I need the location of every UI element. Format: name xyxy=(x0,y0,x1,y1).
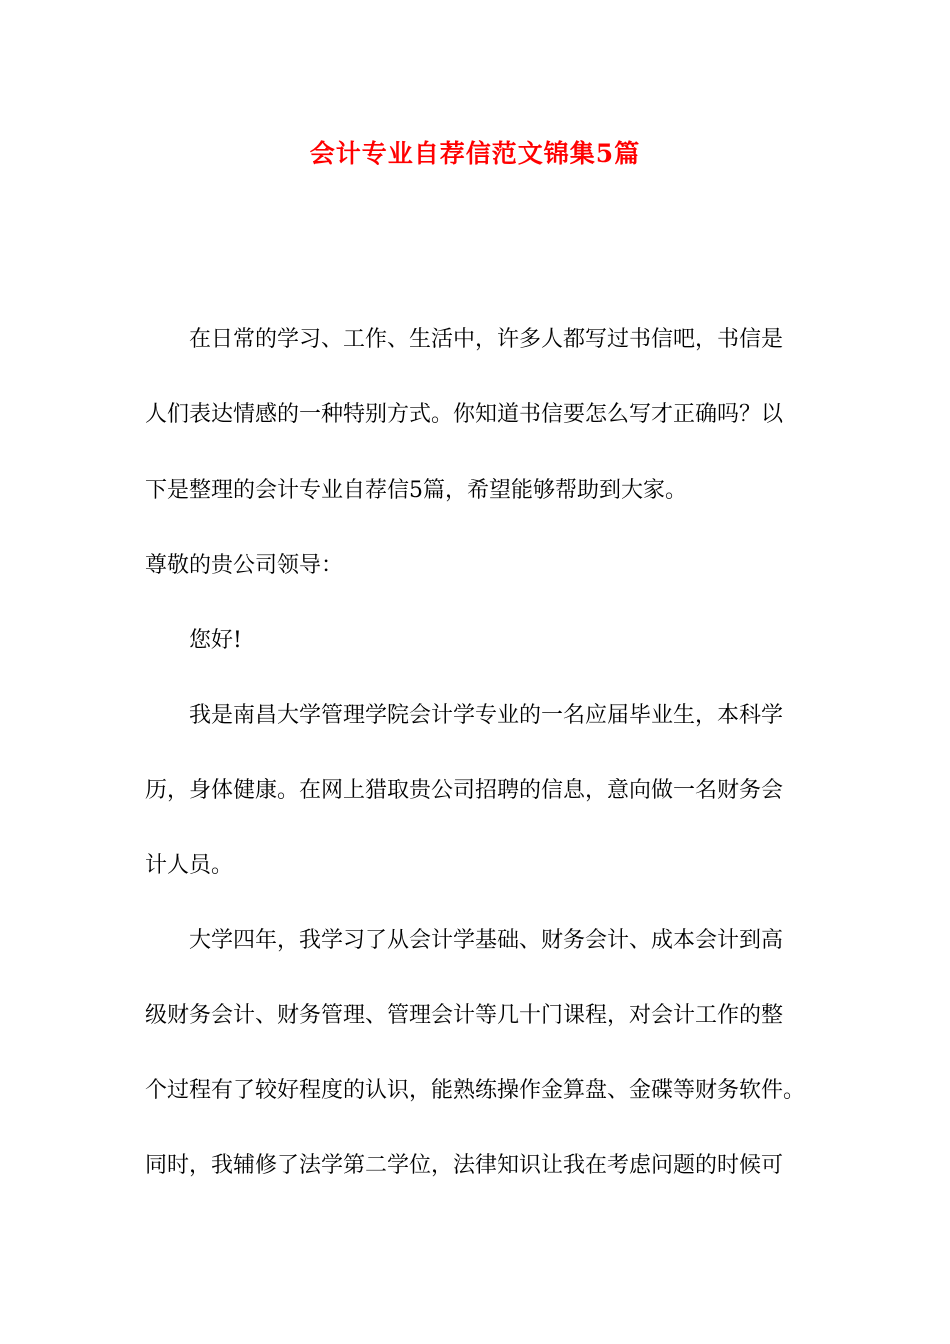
body-line-text: 个过程有了较好程度的认识，能熟练操作金算盘、金碟等财务软件。 xyxy=(145,1078,806,1103)
body-line-text: 级财务会计、财务管理、管理会计等几十门课程，对会计工作的整 xyxy=(145,1003,784,1028)
salutation-text: 尊敬的贵公司领导： xyxy=(145,553,344,578)
body-line-text: 大学四年，我学习了从会计学基础、财务会计、成本会计到高 xyxy=(189,928,784,953)
body-line-text: 我是南昌大学管理学院会计学专业的一名应届毕业生，本科学 xyxy=(189,703,784,728)
body-line-text: 历，身体健康。在网上猎取贵公司招聘的信息，意向做一名财务会 xyxy=(145,778,784,803)
document-title: 会计专业自荐信范文锦集5篇 xyxy=(309,139,641,168)
body-line-text: 计人员。 xyxy=(145,853,234,878)
body-line-text: 同时，我辅修了法学第二学位，法律知识让我在考虑问题的时候可 xyxy=(145,1153,784,1178)
greeting-text: 您好! xyxy=(189,628,242,653)
body-line-text: 下是整理的会计专业自荐信5篇，希望能够帮助到大家。 xyxy=(145,478,687,503)
body-line-text: 在日常的学习、工作、生活中，许多人都写过书信吧，书信是 xyxy=(189,327,784,352)
body-line-text: 人们表达情感的一种特别方式。你知道书信要怎么写才正确吗？以 xyxy=(145,402,784,427)
